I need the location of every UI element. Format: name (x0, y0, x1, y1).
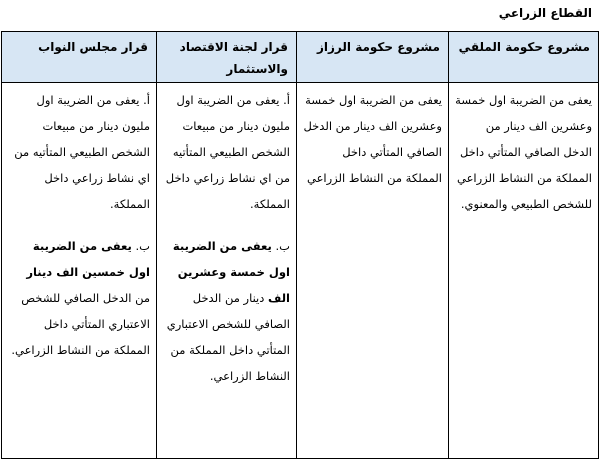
cell-text: يعفى من الضريبة اول خمسة وعشرين الف دينار من الدخل الصافي المتأتي داخل المملكة من النشاط الزراعي للشخص الطبيعي والمعنوي. (455, 93, 592, 211)
cell-razzaz-project (297, 83, 449, 459)
table-row (2, 83, 599, 459)
page-title: القطاع الزراعي (498, 6, 592, 20)
clause-b-rest: دينار من الدخل الصافي للشخص الاعتباري المتأتي داخل المملكة من النشاط الزراعي. (166, 291, 290, 383)
clause-b-rest: من الدخل الصافي للشخص الاعتباري المتأتي داخل المملكة من النشاط الزراعي. (11, 291, 150, 357)
clause-b (8, 233, 150, 363)
clause-b (163, 233, 290, 389)
clause-b-emphasis: يعفى من الضريبة اول خمسة وعشرين الف (172, 239, 290, 305)
clause-b-prefix: ب. (131, 239, 150, 253)
comparison-table (1, 31, 599, 459)
header-economy-committee-decision: قرار لجنة الاقتصاد والاستثمار (157, 32, 297, 83)
cell-mulki-project (449, 83, 599, 459)
header-row (2, 32, 599, 83)
clause-b-prefix: ب. (271, 239, 290, 253)
cell-parliament-decision (2, 83, 157, 459)
clause-a: أ. يعفى من الضريبة اول مليون دينار من مبيعات الشخص الطبيعي المتأتيه من اي نشاط زراعي داخل المملكة. (165, 93, 290, 211)
cell-text: يعفى من الضريبة اول خمسة وعشرين الف دينار من الدخل الصافي المتأتي داخل المملكة من النشاط الزراعي (303, 93, 442, 185)
cell-economy-committee-decision (157, 83, 297, 459)
header-razzaz-project: مشروع حكومة الرزاز (297, 32, 449, 83)
clause-b-emphasis: يعفى من الضريبة اول خمسين الف دينار (26, 239, 150, 279)
clause-a: أ. يعفى من الضريبة اول مليون دينار من مبيعات الشخص الطبيعي المتأتيه من اي نشاط زراعي داخل المملكة. (14, 93, 150, 211)
header-parliament-decision: قرار مجلس النواب (2, 32, 157, 83)
header-mulki-project: مشروع حكومة الملقي (449, 32, 599, 83)
